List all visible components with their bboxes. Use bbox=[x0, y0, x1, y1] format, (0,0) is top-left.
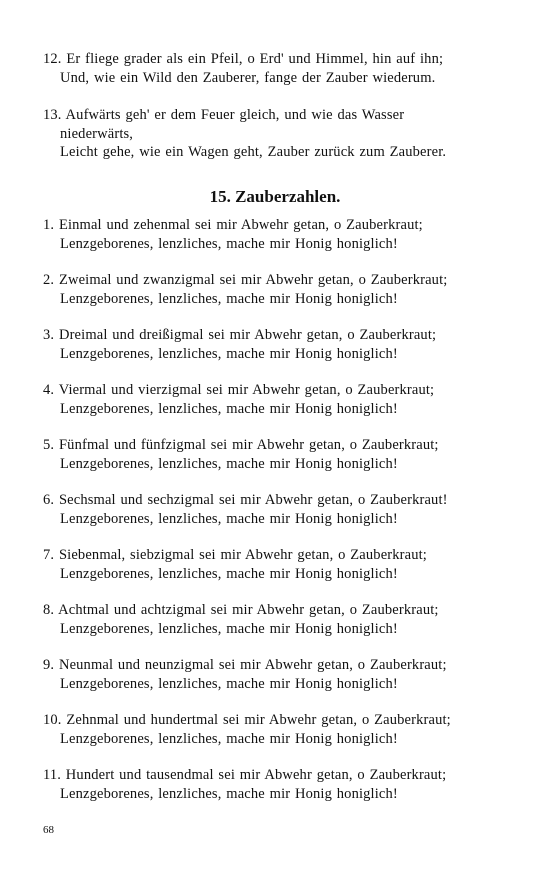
stanza-line: 1. Einmal und zehenmal sei mir Abwehr getan, o Zauberkraut; bbox=[43, 217, 423, 233]
stanza-line: Leicht gehe, wie ein Wagen geht, Zauber zurück zum Zauberer. bbox=[60, 144, 447, 160]
stanza-line: niederwärts, bbox=[60, 125, 134, 142]
stanza-line: 12. Er fliege grader als ein Pfeil, o Erd' und Himmel, hin auf ihn; bbox=[43, 51, 444, 67]
stanza-6 bbox=[43, 491, 513, 528]
stanza-1 bbox=[43, 216, 513, 253]
stanza-line: 7. Siebenmal, siebzigmal sei mir Abwehr getan, o Zauberkraut; bbox=[43, 547, 427, 563]
stanza-line: Lenzgeborenes, lenzliches, mache mir Honig honiglich! bbox=[60, 235, 398, 252]
stanza-line: 3. Dreimal und dreißigmal sei mir Abwehr getan, o Zauberkraut; bbox=[43, 327, 437, 343]
stanza-line: 13. Aufwärts geh' er dem Feuer gleich, und wie das Wasser bbox=[43, 107, 405, 123]
stanza-11 bbox=[43, 766, 513, 803]
stanza-5 bbox=[43, 436, 513, 473]
stanza-line: 9. Neunmal und neunzigmal sei mir Abwehr getan, o Zauberkraut; bbox=[43, 657, 447, 673]
stanza-line: Lenzgeborenes, lenzliches, mache mir Honig honiglich! bbox=[60, 510, 398, 527]
stanza-line: Lenzgeborenes, lenzliches, mache mir Honig honiglich! bbox=[60, 400, 398, 417]
section-title: 15. Zauberzahlen. bbox=[209, 187, 341, 206]
stanza-4 bbox=[43, 381, 513, 418]
stanza-line: Lenzgeborenes, lenzliches, mache mir Honig honiglich! bbox=[60, 675, 398, 692]
stanza-12 bbox=[43, 50, 513, 87]
stanza-13 bbox=[43, 106, 513, 162]
stanza-10 bbox=[43, 711, 513, 748]
stanza-line: 8. Achtmal und achtzigmal sei mir Abwehr getan, o Zauberkraut; bbox=[43, 602, 439, 618]
stanza-line: Lenzgeborenes, lenzliches, mache mir Honig honiglich! bbox=[60, 345, 398, 362]
stanza-line: Lenzgeborenes, lenzliches, mache mir Honig honiglich! bbox=[60, 785, 398, 802]
stanza-line: Lenzgeborenes, lenzliches, mache mir Honig honiglich! bbox=[60, 620, 398, 637]
stanza-line: 11. Hundert und tausendmal sei mir Abwehr getan, o Zauberkraut; bbox=[43, 767, 447, 783]
stanza-7 bbox=[43, 546, 513, 583]
page-number: 68 bbox=[43, 824, 54, 836]
stanza-line: Lenzgeborenes, lenzliches, mache mir Honig honiglich! bbox=[60, 730, 398, 747]
stanza-line: Lenzgeborenes, lenzliches, mache mir Honig honiglich! bbox=[60, 455, 398, 472]
stanza-line: Lenzgeborenes, lenzliches, mache mir Honig honiglich! bbox=[60, 290, 398, 307]
stanza-line: 2. Zweimal und zwanzigmal sei mir Abwehr getan, o Zauberkraut; bbox=[43, 272, 448, 288]
stanza-line: 4. Viermal und vierzigmal sei mir Abwehr getan, o Zauberkraut; bbox=[43, 382, 435, 398]
stanza-3 bbox=[43, 326, 513, 363]
stanza-line: 5. Fünfmal und fünfzigmal sei mir Abwehr getan, o Zauberkraut; bbox=[43, 437, 439, 453]
stanza-2 bbox=[43, 271, 513, 308]
stanza-line: Und, wie ein Wild den Zauberer, fange der Zauber wiederum. bbox=[60, 69, 436, 86]
stanza-line: 10. Zehnmal und hundertmal sei mir Abwehr getan, o Zauberkraut; bbox=[43, 712, 451, 728]
stanza-9 bbox=[43, 656, 513, 693]
stanza-8 bbox=[43, 601, 513, 638]
stanza-line: Lenzgeborenes, lenzliches, mache mir Honig honiglich! bbox=[60, 565, 398, 582]
stanza-line: 6. Sechsmal und sechzigmal sei mir Abwehr getan, o Zauberkraut! bbox=[43, 492, 448, 508]
